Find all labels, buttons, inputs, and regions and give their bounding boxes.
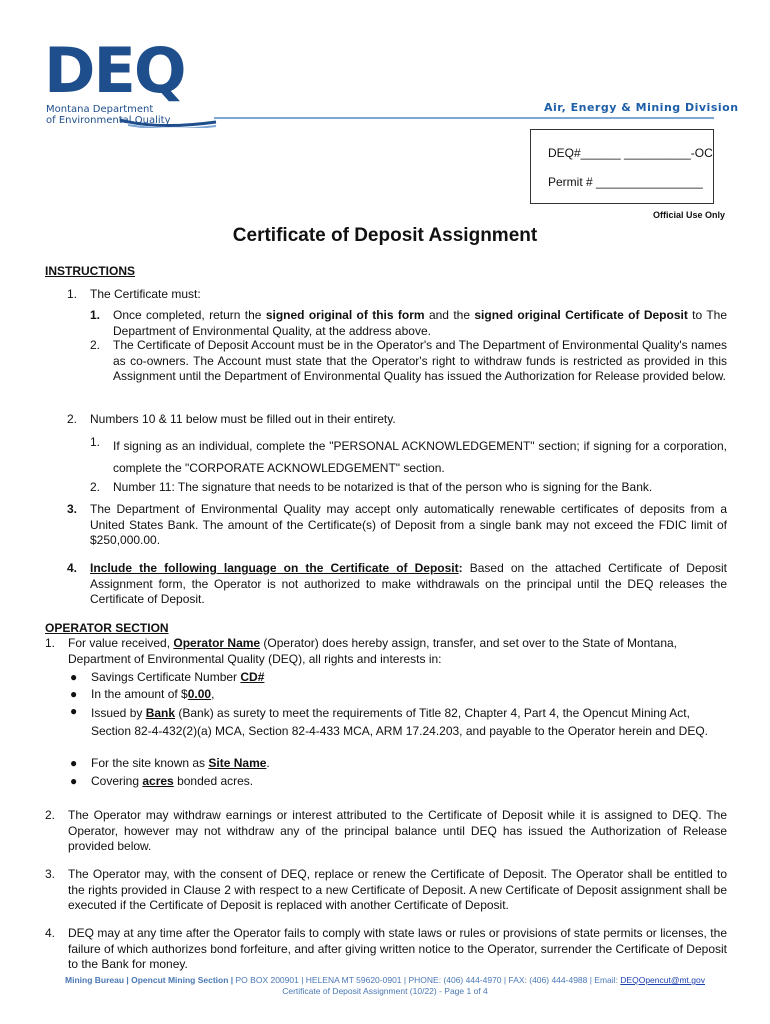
instruction-1a-text: Once completed, return the signed original of this form and the signed original Certificate of Deposit to The Department of Environmental Quality, at the address above.: [113, 308, 728, 338]
clause-4-text: DEQ may at any time after the Operator fails to comply with state laws or rules or provisions of state permits or licenses, the failure of which authorizes bond forfeiture, and after giving written notice to the Operator, surrender the Certificate of Deposit to the Bank for money.: [68, 926, 727, 971]
bullet-acres: Covering acres bonded acres.: [91, 774, 254, 788]
bank-field[interactable]: Bank: [145, 706, 176, 720]
instruction-3-num: 3.: [67, 502, 78, 516]
document-title: Certificate of Deposit Assignment: [232, 225, 538, 246]
instruction-1-num: 1.: [67, 287, 78, 301]
deq-logo: DEQ: [44, 34, 185, 107]
clause-1-text: For value received, Operator Name (Operator) does hereby assign, transfer, and set over to the State of Montana, Department of Environmental Quality (DEQ), all rights and interests in:: [68, 636, 677, 666]
bullet-dot-5: ●: [70, 774, 78, 788]
bullet-certificate-number: Savings Certificate Number CD#: [91, 670, 265, 684]
deq-number-field[interactable]: DEQ#______ __________-OC: [548, 146, 713, 160]
bullet-dot-2: ●: [70, 687, 78, 701]
instruction-2-num: 2.: [67, 412, 78, 426]
instruction-2b-text: Number 11: The signature that needs to be notarized is that of the person who is signing for the Bank.: [113, 480, 653, 494]
instruction-3-text: The Department of Environmental Quality may accept only automatically renewable certificates of deposits from a United States Bank. The amount of the Certificate(s) of Deposit from a single bank may not exceed the FDIC limit of $250,000.00.: [90, 502, 727, 547]
permit-number-field[interactable]: Permit # ________________: [548, 175, 703, 189]
clause-3-text: The Operator may, with the consent of DEQ, replace or renew the Certificate of Deposit. The Operator shall be entitled to the rights provided in Clause 2 with respect to a new Certificate of Deposit. A new Certificate of Deposit assignment shall be executed if the Certificate of Deposit is replaced with another Certificate of Deposit.: [68, 867, 727, 912]
instructions-heading: INSTRUCTIONS: [45, 264, 135, 278]
instruction-1-text: The Certificate must:: [90, 287, 201, 301]
clause-4-num: 4.: [45, 926, 56, 940]
instruction-1a-num: 1.: [90, 308, 101, 322]
official-use-label: Official Use Only: [652, 210, 725, 220]
bullet-dot-4: ●: [70, 756, 78, 770]
bullet-amount: In the amount of $0.00,: [91, 687, 215, 701]
clause-1-num: 1.: [45, 636, 56, 650]
instruction-2a-text: If signing as an individual, complete the "PERSONAL ACKNOWLEDGEMENT" section; if signing for a corporation, complete the "CORPORATE ACKNOWLEDGEMENT" section.: [113, 439, 727, 475]
division-name: Air, Energy & Mining Division: [544, 101, 739, 114]
operator-section-heading: OPERATOR SECTION: [45, 621, 169, 635]
official-use-box: [530, 129, 714, 204]
instruction-2a-num: 1.: [90, 435, 101, 449]
instruction-1b-num: 2.: [90, 338, 101, 352]
bullet-dot-3: ●: [70, 704, 78, 718]
footer-contact: Mining Bureau | Opencut Mining Section | PO BOX 200901 | HELENA MT 59620-0901 | PHONE: (406) 444-4970 | FAX: (406) 444-4988 | Email: DEQOpencut@mt.gov: [65, 975, 705, 985]
instruction-1b-text: The Certificate of Deposit Account must be in the Operator's and The Department of Environmental Quality's names as co-owners. The Account must state that the Operator's right to withdraw funds is restricted as provided in this Assignment until the Department of Environmental Quality has issued the Authorization for Release provided below.: [113, 338, 727, 383]
instruction-4-text: Include the following language on the Certificate of Deposit: Based on the attached Certificate of Deposit Assignment form, the Operator is not authorized to make withdrawals on the principal until the DEQ releases the Certificate of Deposit.: [90, 561, 727, 606]
bullet-issued-by: Issued by Bank (Bank) as surety to meet the requirements of Title 82, Chapter 4, Part 4, the Opencut Mining Act, Section 82-4-432(2)(a) MCA, Section 82-4-433 MCA, ARM 17.24.203, and payable to the Operator herein and DEQ.: [91, 706, 709, 738]
clause-2-num: 2.: [45, 808, 56, 822]
clause-3-num: 3.: [45, 867, 56, 881]
bullet-site: For the site known as Site Name.: [91, 756, 270, 770]
instruction-2b-num: 2.: [90, 480, 101, 494]
logo-sub-line-1: Montana Department: [46, 104, 154, 115]
site-name-field[interactable]: Site Name: [208, 756, 267, 770]
logo-swoosh-icon: [118, 100, 218, 128]
header-divider: [214, 117, 714, 119]
operator-name-field[interactable]: Operator Name: [173, 636, 261, 650]
logo-sub-line-2: of Environmental Quality: [46, 115, 171, 126]
bullet-dot-1: ●: [70, 670, 78, 684]
footer-email-link[interactable]: DEQOpencut@mt.gov: [620, 975, 705, 985]
amount-field[interactable]: 0.00: [187, 687, 212, 701]
cd-number-field[interactable]: CD#: [240, 670, 265, 684]
footer-page-number: Certificate of Deposit Assignment (10/22) - Page 1 of 4: [282, 986, 488, 996]
instruction-2-text: Numbers 10 & 11 below must be filled out in their entirety.: [90, 412, 396, 426]
acres-field[interactable]: acres: [142, 774, 174, 788]
clause-2-text: The Operator may withdraw earnings or interest attributed to the Certificate of Deposit while it is assigned to DEQ. The Operator, however may not withdraw any of the principal balance until DEQ has issued the Authorization of Release provided below.: [68, 808, 727, 853]
instruction-4-num: 4.: [67, 561, 78, 575]
